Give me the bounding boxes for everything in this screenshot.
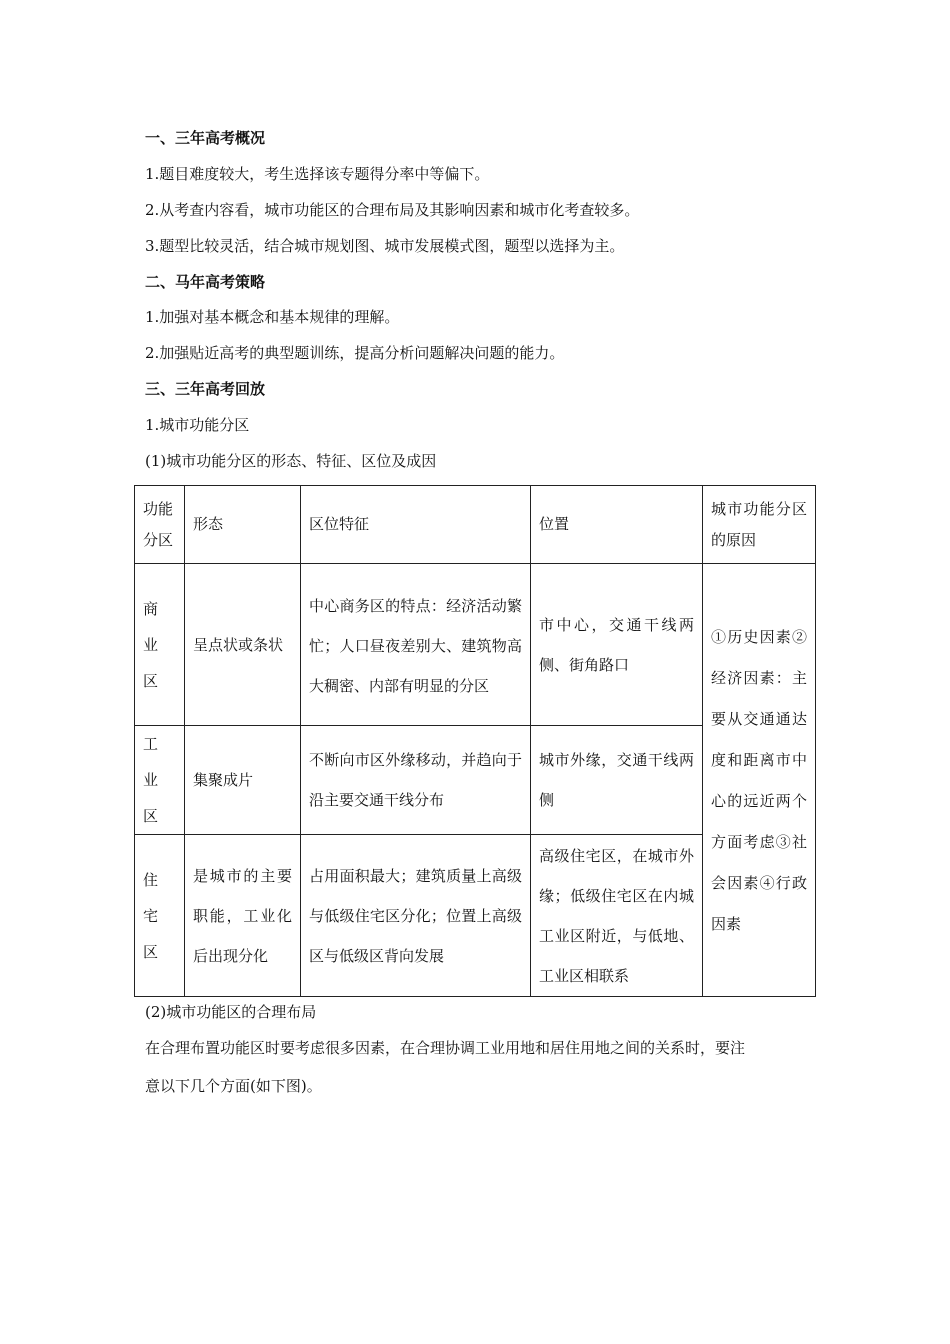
zone-char: 区 [143,942,159,961]
header-form: 形态 [185,486,301,564]
zone-cell-residential [135,835,185,997]
review-subheading-1: 1.城市功能分区 [145,416,250,434]
review-subheading-1-1: (1)城市功能分区的形态、特征、区位及成因 [145,452,437,470]
section-heading-review: 三、三年高考回放 [145,380,266,398]
section-heading-strategy: 二、马年高考策略 [145,273,266,291]
feature-cell: 占用面积最大；建筑质量上高级与低级住宅区分化；位置上高级区与低级区背向发展 [301,835,531,997]
header-feature: 区位特征 [301,486,531,564]
zone-char: 区 [143,807,159,825]
header-location: 位置 [531,486,703,564]
zone-char: 商 [143,599,159,618]
functional-zone-table [134,485,816,997]
table-row [135,564,816,726]
feature-cell: 不断向市区外缘移动，并趋向于沿主要交通干线分布 [301,726,531,835]
paragraph-line-1: 在合理布置功能区时要考虑很多因素，在合理协调工业用地和居住用地之间的关系时，要注 [145,1039,746,1057]
zone-cell-commercial [135,564,185,726]
header-reason: 城市功能分区的原因 [703,486,816,564]
overview-item-1: 1.题目难度较大，考生选择该专题得分率中等偏下。 [145,165,490,183]
location-cell: 高级住宅区，在城市外缘；低级住宅区在内城工业区附近，与低地、工业区相联系 [531,835,703,997]
paragraph-line-2: 意以下几个方面(如下图)。 [145,1077,322,1095]
zone-char: 业 [143,635,159,654]
location-cell: 市中心，交通干线两侧、街角路口 [531,564,703,726]
zone-char: 区 [143,671,159,690]
zone-char: 业 [143,771,159,789]
form-cell: 呈点状或条状 [185,564,301,726]
strategy-item-1: 1.加强对基本概念和基本规律的理解。 [145,308,400,326]
strategy-item-2: 2.加强贴近高考的典型题训练，提高分析问题解决问题的能力。 [145,344,565,362]
form-cell: 集聚成片 [185,726,301,835]
header-zone: 功能分区 [135,486,185,564]
reason-cell: ①历史因素②经济因素：主要从交通通达度和距离市中心的远近两个方面考虑③社会因素④行政因素 [703,564,816,997]
form-cell: 是城市的主要职能，工业化后出现分化 [185,835,301,997]
section-heading-overview: 一、三年高考概况 [145,129,266,147]
zone-char: 宅 [143,906,159,925]
location-cell: 城市外缘，交通干线两侧 [531,726,703,835]
overview-item-3: 3.题型比较灵活，结合城市规划图、城市发展模式图，题型以选择为主。 [145,237,625,255]
zone-char: 工 [143,735,159,753]
feature-cell: 中心商务区的特点：经济活动繁忙；人口昼夜差别大、建筑物高大稠密、内部有明显的分区 [301,564,531,726]
zone-char: 住 [143,870,159,889]
zone-cell-industrial [135,726,185,835]
overview-item-2: 2.从考查内容看，城市功能区的合理布局及其影响因素和城市化考查较多。 [145,201,640,219]
table-header-row [135,486,816,564]
review-subheading-1-2: (2)城市功能区的合理布局 [145,1003,317,1021]
